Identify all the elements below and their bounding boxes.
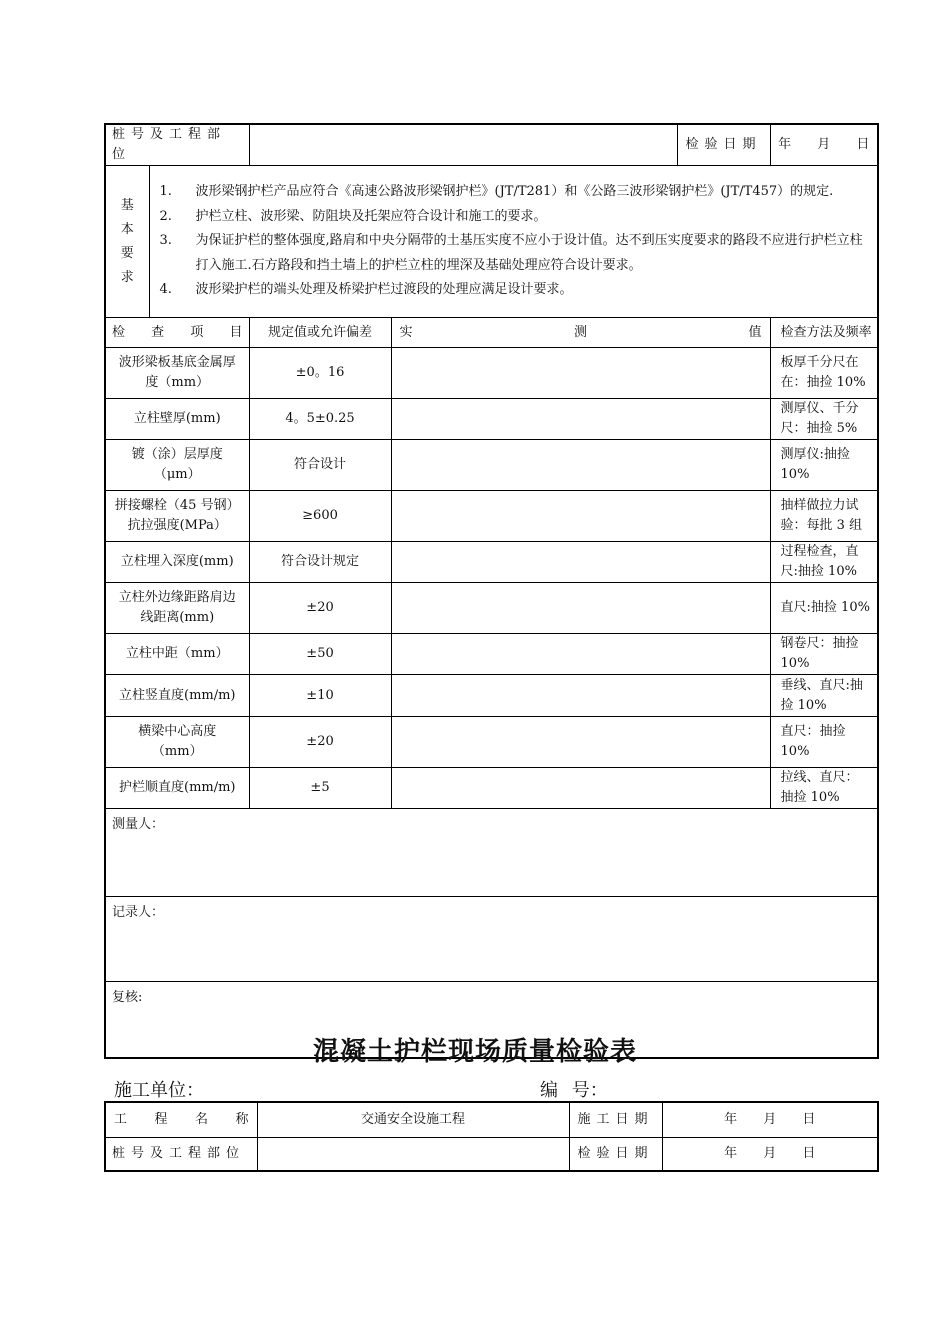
table-row bbox=[105, 634, 878, 675]
requirement-text: 波形梁护栏的端头处理及桥梁护栏过渡段的处理应满足设计要求。 bbox=[195, 282, 573, 298]
row-spec: 符合设计 bbox=[249, 440, 391, 491]
row-measured-field[interactable] bbox=[391, 440, 770, 491]
row-method: 抽样做拉力试验：每批 3 组 bbox=[770, 491, 878, 542]
row-method: 垂线、直尺:抽捡 10% bbox=[770, 675, 878, 717]
header-char: 检 bbox=[112, 324, 126, 340]
table-row bbox=[105, 675, 878, 717]
header-char: 法 bbox=[819, 324, 833, 340]
row-item: 波形梁板基底金属厚度（mm） bbox=[105, 348, 249, 399]
row-method: 拉线、直尺：抽捡 10% bbox=[770, 768, 878, 809]
label-char: 工 bbox=[114, 1111, 128, 1127]
header-char: 及 bbox=[832, 324, 846, 340]
basic-req-char: 基 bbox=[120, 197, 134, 213]
construction-date-label: 施工日期 bbox=[569, 1102, 662, 1137]
row-method: 板厚千分尺在在：抽捡 10% bbox=[770, 348, 878, 399]
table-row bbox=[105, 717, 878, 768]
row-item: 立柱中距（mm） bbox=[105, 634, 249, 675]
recorder-label: 记录人： bbox=[112, 905, 165, 920]
header-char: 测 bbox=[574, 324, 588, 340]
header-char: 值 bbox=[748, 324, 762, 340]
header-item bbox=[105, 318, 249, 348]
form-number-label: 编 号： bbox=[540, 1080, 608, 1101]
requirement-text: 护栏立柱、波形梁、防阻块及托架应符合设计和施工的要求。 bbox=[195, 208, 547, 224]
table-row bbox=[105, 491, 878, 542]
inspect-date-field[interactable] bbox=[770, 124, 878, 166]
header-char: 实 bbox=[399, 324, 413, 340]
form-title: 混凝土护栏现场质量检验表 bbox=[312, 1037, 637, 1067]
guardrail-inspection-table bbox=[104, 123, 879, 1059]
table-row bbox=[105, 440, 878, 491]
row-item: 立柱埋入深度(mm) bbox=[105, 542, 249, 583]
requirement-item bbox=[160, 180, 870, 205]
label-char: 名 bbox=[194, 1111, 208, 1127]
location-field[interactable] bbox=[257, 1137, 569, 1171]
header-char: 查 bbox=[793, 324, 807, 340]
inspect-date-label: 检验日期 bbox=[677, 124, 770, 166]
basic-req-char: 要 bbox=[120, 245, 134, 261]
table-header-row bbox=[105, 318, 878, 348]
requirement-item bbox=[160, 205, 870, 230]
requirement-number: 4. bbox=[159, 282, 172, 298]
header-method bbox=[770, 318, 878, 348]
location-label: 桩号及工程部位 bbox=[105, 1137, 257, 1171]
header-char: 频 bbox=[845, 324, 859, 340]
row-measured-field[interactable] bbox=[391, 348, 770, 399]
row-spec: 符合设计规定 bbox=[249, 542, 391, 583]
header-spec: 规定值或允许偏差 bbox=[249, 318, 391, 348]
header-char: 目 bbox=[229, 324, 243, 340]
header-char: 查 bbox=[151, 324, 165, 340]
row-measured-field[interactable] bbox=[391, 399, 770, 440]
row-item: 护栏顺直度(mm/m) bbox=[105, 768, 249, 809]
requirement-item bbox=[160, 229, 870, 278]
construction-unit-field[interactable] bbox=[204, 1083, 324, 1102]
form-number-line bbox=[540, 1076, 644, 1102]
requirement-text: 波形梁钢护栏产品应符合《高速公路波形梁钢护栏》(JT/T281）和《公路三波形梁钢护栏》(JT/T457）的规定. bbox=[195, 184, 834, 200]
location-label: 桩号及工程部位 bbox=[105, 124, 249, 166]
reviewer-label: 复核: bbox=[112, 990, 143, 1005]
recorder-field[interactable] bbox=[105, 897, 878, 982]
requirement-item bbox=[160, 278, 870, 303]
row-spec: ±50 bbox=[249, 634, 391, 675]
inspect-date-label: 检验日期 bbox=[569, 1137, 662, 1171]
table-row bbox=[105, 348, 878, 399]
header-char: 检 bbox=[780, 324, 794, 340]
basic-req-char: 求 bbox=[120, 269, 134, 285]
row-item: 立柱壁厚(mm) bbox=[105, 399, 249, 440]
form-number-field[interactable] bbox=[608, 1083, 644, 1102]
construction-unit-label: 施工单位： bbox=[114, 1080, 204, 1101]
row-measured-field[interactable] bbox=[391, 542, 770, 583]
row-spec: ±0。16 bbox=[249, 348, 391, 399]
row-spec: 4。5±0.25 bbox=[249, 399, 391, 440]
row-item: 立柱竖直度(mm/m) bbox=[105, 675, 249, 717]
table-row bbox=[105, 399, 878, 440]
header-measured bbox=[391, 318, 770, 348]
date-placeholder: 年 月 日 bbox=[724, 1145, 816, 1161]
concrete-guardrail-header-table bbox=[104, 1101, 879, 1172]
row-item: 镀（涂）层厚度（μm） bbox=[105, 440, 249, 491]
row-method: 钢卷尺：抽捡 10% bbox=[770, 634, 878, 675]
row-item: 拼接螺栓（45 号钢）抗拉强度(MPa） bbox=[105, 491, 249, 542]
requirement-text: 为保证护栏的整体强度,路肩和中央分隔带的土基压实度不应小于设计值。达不到压实度要求的路段不应进行护栏立柱打入施工.石方路段和挡土墙上的护栏立柱的埋深及基础处理应符合设计要求。 bbox=[195, 233, 863, 273]
header-char: 方 bbox=[806, 324, 820, 340]
date-placeholder: 年 月 日 bbox=[778, 137, 870, 152]
row-method: 直尺：抽捡 10% bbox=[770, 717, 878, 768]
date-placeholder: 年 月 日 bbox=[724, 1111, 816, 1127]
project-name-field[interactable]: 交通安全设施工程 bbox=[257, 1102, 569, 1137]
row-method: 直尺:抽捡 10% bbox=[770, 583, 878, 634]
header-char: 项 bbox=[190, 324, 204, 340]
label-char: 程 bbox=[154, 1111, 168, 1127]
requirements-list bbox=[149, 166, 878, 318]
row-spec: ±20 bbox=[249, 583, 391, 634]
row-measured-field[interactable] bbox=[391, 491, 770, 542]
row-measured-field[interactable] bbox=[391, 583, 770, 634]
basic-requirements-label bbox=[105, 166, 149, 318]
row-measured-field[interactable] bbox=[391, 768, 770, 809]
surveyor-label: 测量人： bbox=[112, 817, 165, 832]
row-measured-field[interactable] bbox=[391, 675, 770, 717]
table-row bbox=[105, 768, 878, 809]
table-row bbox=[105, 542, 878, 583]
row-spec: ≥600 bbox=[249, 491, 391, 542]
row-measured-field[interactable] bbox=[391, 717, 770, 768]
header-char: 率 bbox=[858, 324, 872, 340]
basic-req-char: 本 bbox=[120, 221, 134, 237]
label-char: 称 bbox=[235, 1111, 249, 1127]
requirement-number: 2. bbox=[159, 208, 172, 224]
row-measured-field[interactable] bbox=[391, 634, 770, 675]
row-method: 测厚仪、千分尺：抽捡 5% bbox=[770, 399, 878, 440]
row-method: 测厚仪:抽捡 10% bbox=[770, 440, 878, 491]
requirement-number: 1. bbox=[159, 184, 172, 200]
requirement-number: 3. bbox=[159, 233, 172, 249]
row-item: 横梁中心高度（mm） bbox=[105, 717, 249, 768]
row-spec: ±20 bbox=[249, 717, 391, 768]
location-field[interactable] bbox=[249, 124, 677, 166]
project-name-label bbox=[105, 1102, 257, 1137]
row-item: 立柱外边缘距路肩边线距离(mm) bbox=[105, 583, 249, 634]
row-spec: ±10 bbox=[249, 675, 391, 717]
construction-unit-line bbox=[114, 1076, 324, 1102]
row-spec: ±5 bbox=[249, 768, 391, 809]
table-row bbox=[105, 583, 878, 634]
surveyor-field[interactable] bbox=[105, 809, 878, 897]
inspect-date-field[interactable] bbox=[662, 1137, 878, 1171]
row-method: 过程检查，直尺:抽捡 10% bbox=[770, 542, 878, 583]
construction-date-field[interactable] bbox=[662, 1102, 878, 1137]
